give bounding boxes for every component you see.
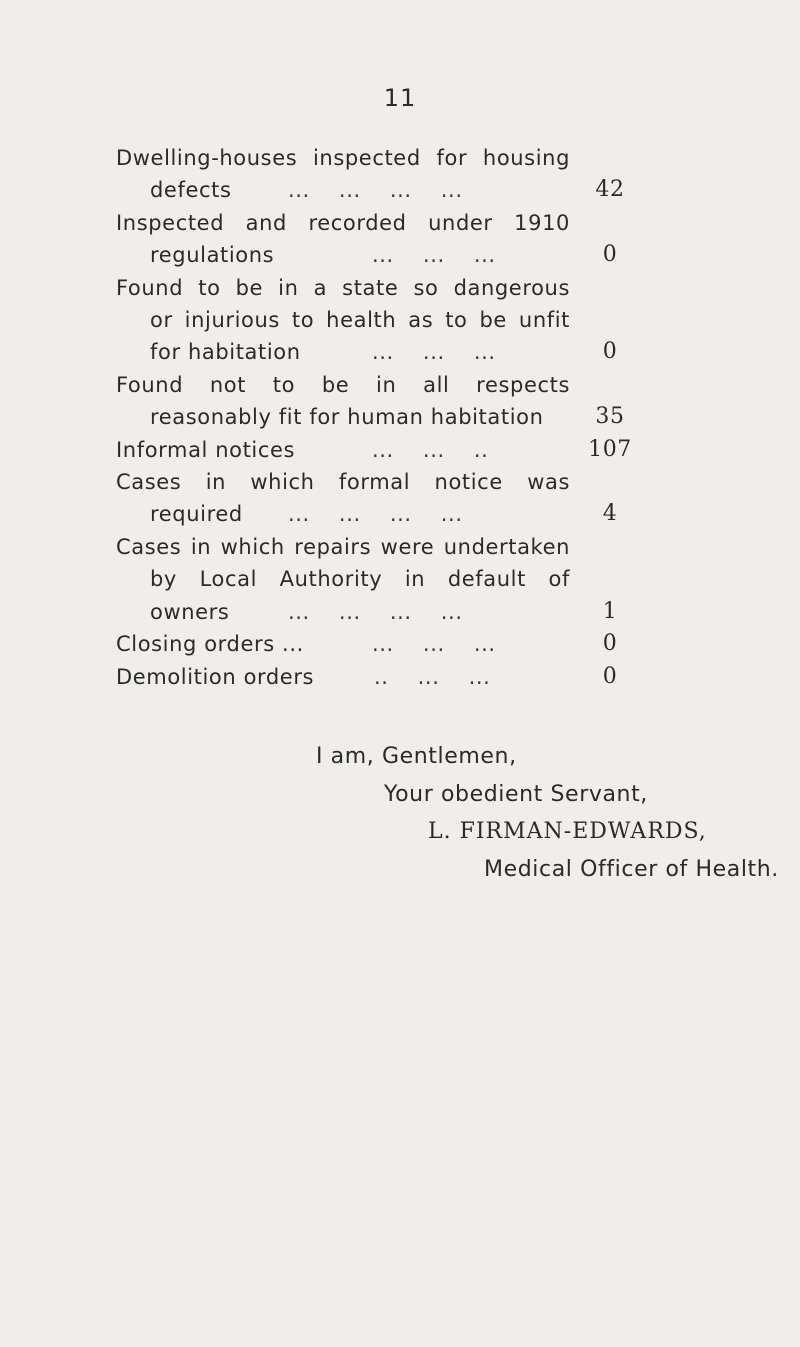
list-item xyxy=(116,466,656,531)
entry-label-line: Found to be in a state so dangerous xyxy=(116,275,570,300)
entry-label-line: Demolition orders xyxy=(116,664,315,689)
entry-value: 107 xyxy=(588,436,632,462)
entry-label-line: defects xyxy=(150,178,232,203)
entry-label-line: required xyxy=(150,502,243,527)
dot-leader: ... ... ... ... xyxy=(288,502,463,527)
entry-label-line: Cases in which formal notice was xyxy=(116,470,570,495)
salutation: I am, Gentlemen, xyxy=(316,744,517,769)
entry-label-line: owners xyxy=(150,599,230,624)
dot-leader: .. ... ... xyxy=(374,664,491,689)
signature: L. FIRMAN-EDWARDS, xyxy=(428,819,707,844)
entry-label-line: or injurious to health as to be unfit xyxy=(150,308,570,333)
entry-value: 0 xyxy=(602,242,618,268)
dot-leader: ... ... ... xyxy=(372,632,496,657)
entry-label-line: Informal notices xyxy=(116,437,296,462)
dot-leader: ... ... ... ... xyxy=(288,599,463,624)
list-item xyxy=(116,142,656,207)
dot-leader: ... ... .. xyxy=(372,437,489,462)
entry-label-line: Inspected and recorded under 1910 xyxy=(116,210,570,235)
entry-value: 35 xyxy=(595,404,625,430)
entry-label-line: Found not to be in all respects xyxy=(116,372,570,397)
entry-value: 0 xyxy=(602,631,618,657)
list-item xyxy=(116,369,656,434)
list-item xyxy=(116,207,656,272)
entry-label-line: Dwelling-houses inspected for housing xyxy=(116,146,570,170)
list-item xyxy=(116,628,656,660)
entry-label-line: reasonably fit for human habitation xyxy=(150,405,544,430)
entry-label-line: Closing orders ... xyxy=(116,632,304,657)
list-item xyxy=(116,531,656,628)
entry-value: 4 xyxy=(602,501,618,527)
entry-value: 0 xyxy=(602,663,618,689)
entry-label-line: by Local Authority in default of xyxy=(150,567,570,592)
list-item xyxy=(116,661,656,693)
housing-statistics-list xyxy=(116,142,656,693)
entry-label-line: Cases in which repairs were undertaken xyxy=(116,534,570,559)
list-item xyxy=(116,434,656,466)
page-number: 11 xyxy=(383,84,417,112)
entry-value: 1 xyxy=(602,598,618,624)
entry-label-line: for habitation xyxy=(150,340,301,365)
closing-line: Your obedient Servant, xyxy=(384,782,648,807)
entry-label-line: regulations xyxy=(150,243,275,268)
entry-value: 0 xyxy=(602,339,618,365)
dot-leader: ... ... ... ... xyxy=(288,178,463,203)
list-item xyxy=(116,272,656,369)
dot-leader: ... ... ... xyxy=(372,340,496,365)
entry-value: 42 xyxy=(595,177,625,203)
dot-leader: ... ... ... xyxy=(372,243,496,268)
officer-title: Medical Officer of Health. xyxy=(484,857,779,882)
